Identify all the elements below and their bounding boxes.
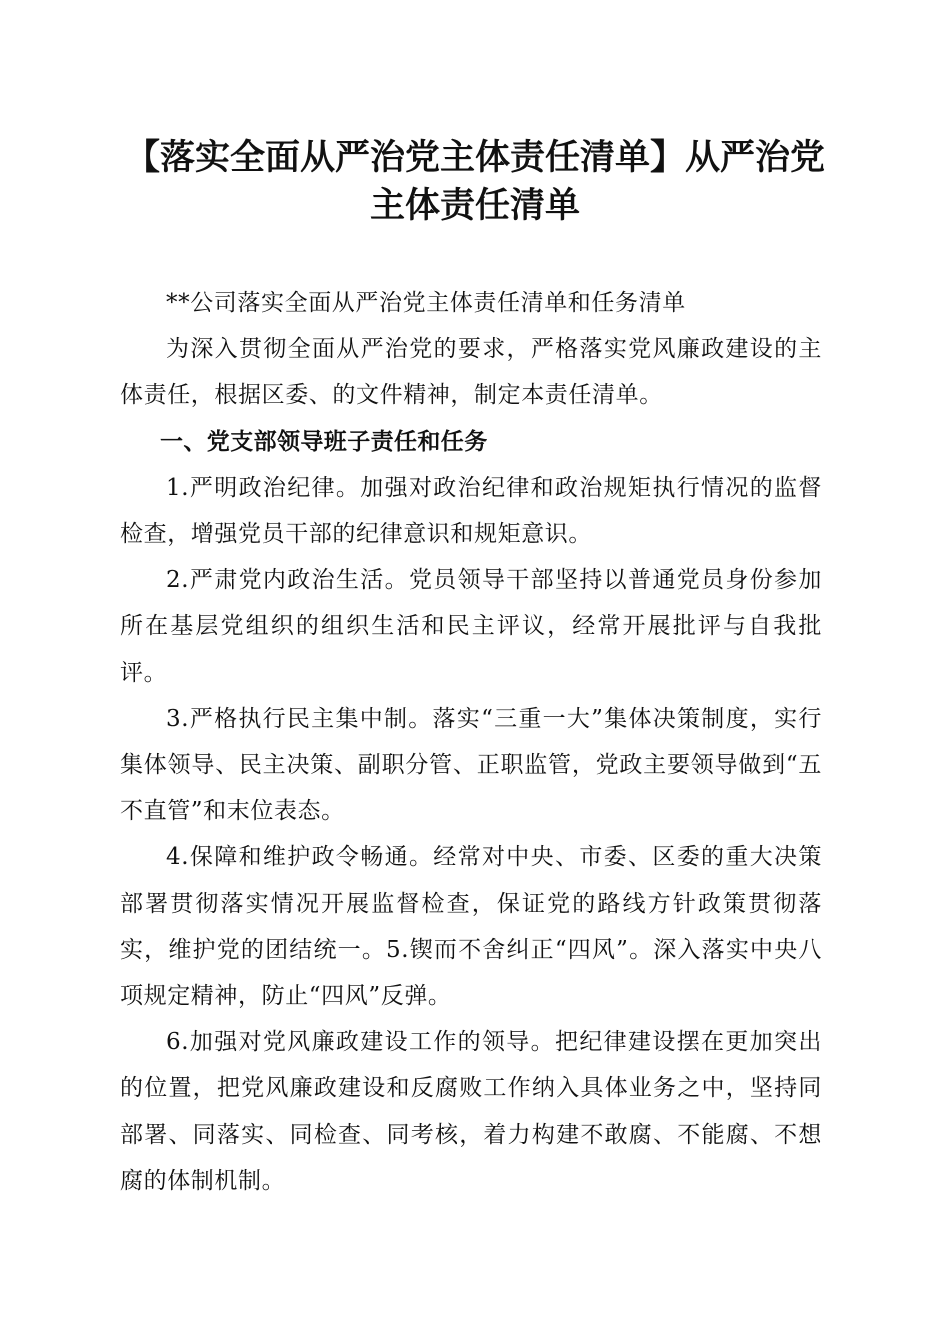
- intro-paragraph: 为深入贯彻全面从严治党的要求，严格落实党风廉政建设的主体责任，根据区委、的文件精神，制定本责任清单。: [120, 336, 822, 409]
- list-item: 1.严明政治纪律。加强对政治纪律和政治规矩执行情况的监督检查，增强党员干部的纪律意识和规矩意识。: [120, 474, 822, 548]
- title-line-1: 【落实全面从严治党主体责任清单】从严治党: [124, 137, 825, 178]
- document-title: [110, 134, 840, 230]
- list-item: 4.保障和维护政令畅通。经常对中央、市委、区委的重大决策部署贯彻落实情况开展监督检查，保证党的路线方针政策贯彻落实，维护党的团结统一。5.锲而不舍纠正“四风”。深入落实中央八项规定精神，防止“四风”反弹。: [120, 844, 822, 1010]
- list-item: 2.严肃党内政治生活。党员领导干部坚持以普通党员身份参加所在基层党组织的组织生活和民主评议，经常开展批评与自我批评。: [120, 567, 822, 686]
- document-subtitle: **公司落实全面从严治党主体责任清单和任务清单: [166, 290, 686, 316]
- list-item: 3.严格执行民主集中制。落实“三重一大”集体决策制度，实行集体领导、民主决策、副职分管、正职监管，党政主要领导做到“五不直管”和末位表态。: [120, 705, 822, 825]
- list-item: 6.加强对党风廉政建设工作的领导。把纪律建设摆在更加突出的位置，把党风廉政建设和反腐败工作纳入具体业务之中，坚持同部署、同落实、同检查、同考核，着力构建不敢腐、不能腐、不想腐的体制机制。: [120, 1029, 822, 1194]
- section-heading: 一、党支部领导班子责任和任务: [160, 428, 488, 455]
- title-line-2: 主体责任清单: [369, 185, 580, 226]
- document-body: [120, 280, 822, 1204]
